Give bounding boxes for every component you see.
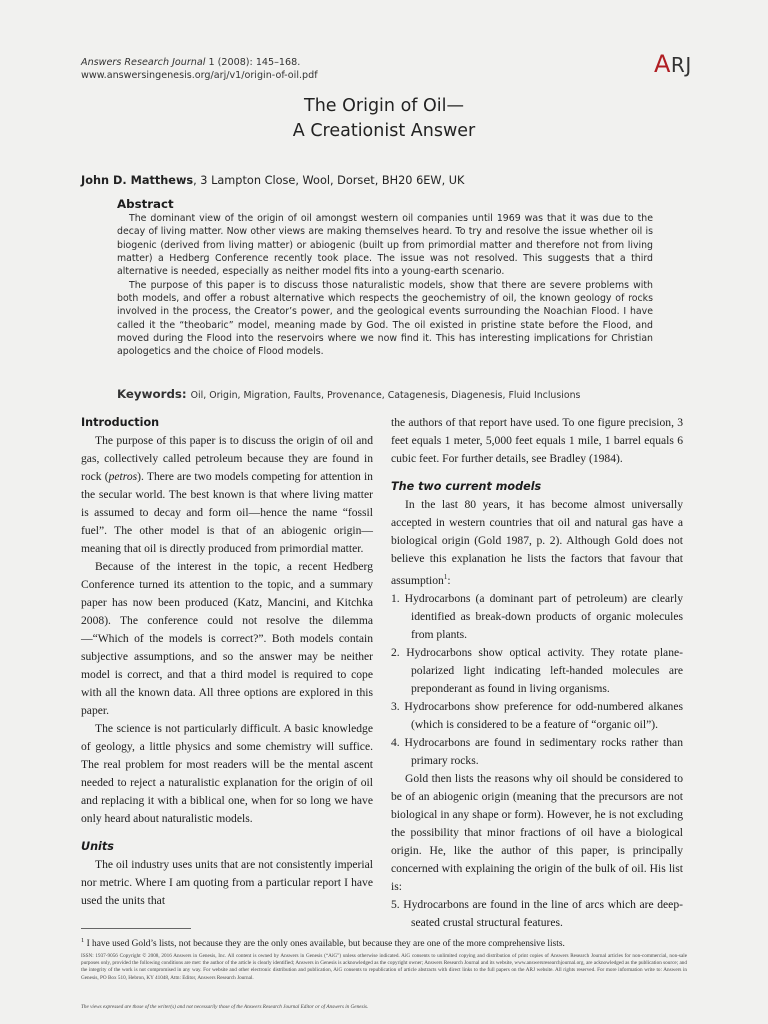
- article-url[interactable]: www.answersingenesis.org/arj/v1/origin-of-oil.pdf: [81, 69, 318, 81]
- introduction-paragraph-2: Because of the interest in the topic, a recent Hedberg Conference turned its attention to the topic, and a summary paper has now been produced (Katz, Mancini, and Kitchka 2008). The conference could not resolve the dilemma—“Which of the models is correct?”. Both models contain subjective assumptions, and so the answer may be neither model is correct, and that a third model is required to cope with all the known data. All three options are explored in this paper.: [81, 560, 373, 717]
- disclaimer: The views expressed are those of the writer(s) and not necessarily those of the Answers Research Journal Editor or of Answers in Genesis.: [81, 1004, 369, 1010]
- keywords-line: [117, 387, 580, 401]
- footnote-divider: [81, 928, 191, 929]
- abiogenic-factors-list: [391, 896, 683, 932]
- intro-p1-petros: petros: [108, 470, 138, 483]
- footnote-marker: 1: [81, 937, 85, 944]
- keywords-label: Keywords:: [117, 387, 187, 401]
- abstract-paragraph-1: The dominant view of the origin of oil amongst western oil companies until 1969 was that it was due to the decay of living matter. Now other views are making themselves heard. To try and resolve the issue whether oil is biogenic (derived from living matter) or abiogenic (built up from primordial matter and therefore not from living matter) a Hedberg Conference recently took place. The issue was not resolved. This suggests that a third alternative is needed, especially as neither model fits into a young-earth scenario.: [117, 213, 653, 278]
- title-line-1: The Origin of Oil—: [304, 96, 464, 116]
- biogenic-factors-list: [391, 590, 683, 770]
- list-item: 1. Hydrocarbons (a dominant part of petroleum) are clearly identified as break-down products of organic molecules from plants.: [391, 591, 683, 641]
- arj-logo-a: A: [654, 50, 671, 78]
- keywords-list: Oil, Origin, Migration, Faults, Provenance, Catagenesis, Diagenesis, Fluid Inclusions: [190, 390, 581, 401]
- list-item: 2. Hydrocarbons show optical activity. They rotate plane-polarized light indicating left-handed molecules are preponderant as found in living organisms.: [391, 645, 683, 695]
- introduction-paragraph-3: The science is not particularly difficult. A basic knowledge of geology, a little physics and some chemistry will suffice. The real problem for most readers will be the mental ascent needed to reject a naturalistic explanation for the origin of oil and replacing it with a biblical one, when for so long we have only heard about naturalistic models.: [81, 722, 373, 825]
- title-line-2: A Creationist Answer: [292, 121, 476, 141]
- list-item: 4. Hydrocarbons are found in sedimentary rocks rather than primary rocks.: [391, 735, 683, 767]
- author-address: , 3 Lampton Close, Wool, Dorset, BH20 6EW, UK: [193, 174, 465, 187]
- units-continuation: the authors of that report have used. To one figure precision, 3 feet equals 1 meter, 5,000 feet equals 1 mile, 1 barrel equals 6 cubic feet. For further details, see Bradley (1984).: [391, 416, 683, 465]
- left-column: [81, 414, 373, 910]
- journal-citation: [81, 57, 318, 70]
- right-column: [391, 414, 683, 932]
- units-heading: Units: [81, 840, 114, 853]
- journal-name: Answers Research Journal: [81, 57, 206, 68]
- paper-title: [0, 94, 768, 144]
- intro-p1-text-a: The purpose of this paper is to discuss the origin of oil and gas, collectively called petroleum because they are found in rock (: [81, 434, 373, 483]
- footnote: [81, 937, 565, 949]
- list-item: 3. Hydrocarbons show preference for odd-numbered alkanes (which is considered to be a feature of “organic oil”).: [391, 699, 683, 731]
- abstract-paragraph-2: The purpose of this paper is to discuss those naturalistic models, show that there are severe problems with both models, and offer a robust alternative which respects the geochemistry of oil, the known geology of rocks involved in the process, the Creator’s power, and the geological events surrounding the Noachian Flood. I have called it the “theobaric” model, meaning made by God. The oil existed in pristine state before the Flood, and moved during the Flood into the reservoirs where we now find it. This has interesting implications for Christian apologetics and the choice of Flood models.: [117, 279, 653, 358]
- footnote-ref-1[interactable]: 1: [443, 573, 448, 581]
- arj-logo: [654, 50, 692, 78]
- journal-volume-pages: 1 (2008): 145–168.: [205, 57, 301, 68]
- models-paragraph-1: [391, 496, 683, 590]
- list-item: 5. Hydrocarbons are found in the line of arcs which are deep-seated crustal structural features.: [391, 897, 683, 929]
- introduction-paragraph-1: [81, 432, 373, 558]
- models-paragraph-2: Gold then lists the reasons why oil should be considered to be of an abiogenic origin (meaning that the precursors are not biological in any shape or form). However, he is not excluding the possibility that minor fractions of oil have a biological origin. He, like the author of this paper, is principally concerned with explaining the origin of the bulk of oil. His list is:: [391, 771, 683, 893]
- arj-logo-rj: RJ: [670, 53, 692, 77]
- author-name: John D. Matthews: [81, 174, 194, 187]
- author-line: [81, 174, 464, 187]
- abstract-section: [117, 197, 653, 359]
- models-p1-text: In the last 80 years, it has become almost universally accepted in western countries that oil and natural gas have a biological origin (Gold 1987, p. 2). Although Gold does not believe this explanation he lists the factors that favour that assumption: [391, 498, 683, 587]
- footnote-text: I have used Gold’s lists, not because they are the only ones available, but because they are one of the more comprehensive lists.: [84, 939, 565, 950]
- introduction-heading: Introduction: [81, 416, 160, 429]
- units-paragraph: The oil industry uses units that are not consistently imperial nor metric. Where I am quoting from a particular report I have used the units that: [81, 858, 373, 907]
- abstract-heading: Abstract: [117, 197, 174, 211]
- intro-p1-text-b: ). There are two models competing for attention in the secular world. The best known is that where living matter is assumed to decay and form oil—hence the name “fossil fuel”. The other model is that of an abiogenic origin—meaning that oil is directly produced from primordial matter.: [81, 470, 373, 555]
- models-p1-colon: :: [447, 573, 451, 587]
- copyright-notice: ISSN: 1937-9056 Copyright © 2008, 2016 Answers in Genesis, Inc. All content is owned by Answers in Genesis (“AiG”) unless otherwise indicated. AiG consents to unlimited copying and distribution of print copies of Answers Research Journal articles for non-commercial, non-sale purposes only, provided the following conditions are met: the author of the article is clearly identified; Answers in Genesis is acknowledged as the copyright owner; Answers Research Journal and its website, www.answersresearchjournal.org, are acknowledged as the publication source; and the integrity of the work is not compromised in any way. For website and other electronic distribution and publication, AiG consents to republication of article abstracts with direct links to the full papers on the ARJ website. All rights reserved. For more information write to: Answers in Genesis, PO Box 510, Hebron, KY 41048, Attn: Editor, Answers Research Journal.: [81, 953, 687, 981]
- two-models-heading: The two current models: [391, 480, 542, 493]
- journal-reference: [81, 57, 318, 82]
